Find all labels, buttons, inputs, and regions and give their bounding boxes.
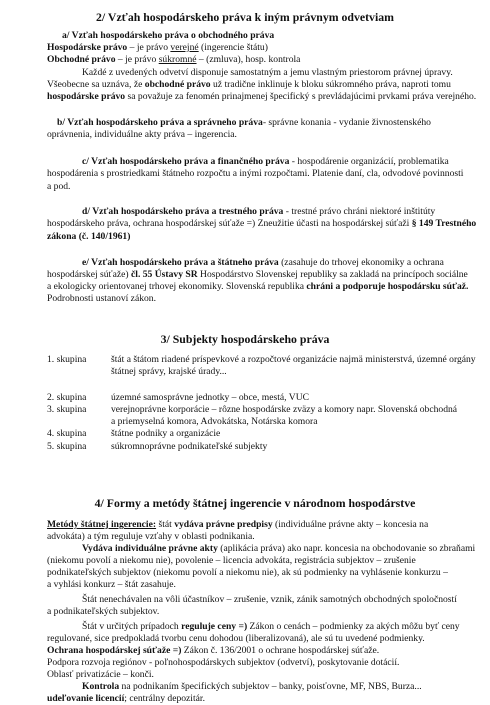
section-3-title: 3/ Subjekty hospodárskeho práva [160, 332, 330, 346]
paragraph-line: podnikateľských subjektov (niekomu povolí a niekomu nie), ak sú podmienky na vyhlásenie konkurzu – [47, 567, 448, 578]
paragraph-line: zákona (č. 140/1961) [47, 231, 131, 242]
section-2-title: 2/ Vzťah hospodárskeho práva k iným právnym odvetviam [96, 10, 394, 24]
subsection-d: d/ Vzťah hospodárskeho práva a trestného práva - trestné právo chráni niektoré inštitúty [82, 206, 436, 217]
paragraph-line: Podpora rozvoja regiónov - poľnohospodárskych subjektov (odvetví), poskytovanie dotácií. [47, 657, 400, 668]
table-row [47, 428, 476, 440]
subsection-e: e/ Vzťah hospodárskeho práva a štátneho práva (zasahuje do trhovej ekonomiky a ochrana [82, 257, 444, 268]
group-label: 1. skupina [47, 354, 87, 365]
paragraph-line: Ochrana hospodárskej súťaže =) Zákon č. 136/2001 o ochrane hospodárskej súťaže. [47, 645, 380, 656]
table-row [47, 392, 476, 404]
paragraph-line: a podnikateľských subjektov. [47, 606, 160, 617]
paragraph-line: (niekomu povolí a niekomu nie), povolenie – licencia advokáta, registrácia subjektov – zrušenie [47, 555, 416, 566]
paragraph-line: Oblasť privatizácie – konči. [47, 669, 154, 680]
paragraph-line: Každé z uvedených odvetví disponuje samostatným a jemu vlastným priestorom právnej úpravy. [82, 67, 453, 78]
group-label: 4. skupina [47, 428, 87, 440]
table-row [47, 404, 476, 429]
paragraph-line: hospodárskej súťaže) čl. 55 Ústavy SR Hospodárstvo Slovenskej republiky sa zakladá na princípoch sociálne [47, 269, 468, 280]
group-desc: územné samosprávne jednotky – obce, mestá, VUC [111, 391, 310, 403]
paragraph-line: Obchodné právo – je právo súkromné – (zmluva), hosp. kontrola [47, 54, 301, 65]
section-4-title: 4/ Formy a metódy štátnej ingerencie v národnom hospodárstve [94, 496, 416, 510]
paragraph-line: Hospodárske právo – je právo verejné (ingerencie štátu) [47, 42, 268, 53]
paragraph-line: Kontrola na podnikaním špecifických subjektov – banky, poisťovne, MF, NBS, Burza... [82, 681, 422, 692]
paragraph-line: hospodárske právo sa považuje za fenomén prinajmenej špecifický s prevládajúcimi prvkami práva verejného. [47, 91, 477, 102]
group-label: 3. skupina [47, 403, 87, 415]
subsection-b: b/ Vzťah hospodárskeho práva a správneho práva- správne konania - vydanie živnostenského [57, 117, 431, 128]
subsection-c: c/ Vzťah hospodárskeho práva a finančného práva - hospodárenie organizácií, problematika [82, 156, 449, 167]
paragraph-line: a pod. [47, 181, 71, 192]
paragraph-line: Podrobnosti ustanoví zákon. [47, 293, 156, 304]
table-row [47, 441, 476, 453]
group-desc: štátne podniky a organizácie [111, 428, 221, 440]
subjects-table [47, 354, 476, 453]
paragraph-line: hospodárskeho práva, ochrana hospodárskej súťaže =) Zneužitie účasti na hospodárskej súťaži § 149 Trestného [47, 218, 477, 229]
paragraph-line: Všeobecne sa uznáva, že obchodné právo už tradične inklinuje k bloku súkromného práva, naproti tomu [47, 79, 451, 90]
group-label: 5. skupina [47, 440, 87, 452]
paragraph-line: hospodárenia s prostriedkami štátneho rozpočtu a inými rozpočtami. Platenie daní, cla, odvodové povinnosti [47, 168, 464, 179]
group-desc: štát a štátom riadené príspevkové a rozpočtové organizácie najmä ministerstvá, územné orgány štátnej správy, krajské úrady... [111, 354, 476, 378]
paragraph-line: Štát v určitých prípadoch reguluje ceny =) Zákon o cenách – podmienky za akých môžu byť ceny [82, 621, 460, 632]
paragraph-line: oprávnenia, individuálne akty práva – ingerencia. [47, 129, 237, 140]
group-desc: súkromnoprávne podnikateľské subjekty [111, 440, 268, 452]
paragraph-line: Metódy štátnej ingerencie: štát vydáva právne predpisy (individuálne právne akty – koncesia na [47, 519, 429, 530]
paragraph-line: udeľovanie licencií; centrálny depozitár. [47, 693, 205, 704]
paragraph-line: regulované, sice predpokladá tvorbu cenu dohodou (liberalizovaná), ale sú tu uvedené podmienky. [47, 633, 425, 644]
paragraph-line: Vydáva individuálne právne akty (aplikácia práva) ako napr. koncesia na obchodovanie so zbraňami [82, 543, 476, 554]
group-desc: verejnoprávne korporácie – rôzne hospodárske zväzy a komory napr. Slovenská obchodná a priemyselná komora, Advokátska, Notárska komora [111, 403, 458, 428]
group-label: 2. skupina [47, 391, 87, 403]
paragraph-line: advokáta) a tým reguluje vzťahy v oblasti podnikania. [47, 531, 255, 542]
subsection-a-title: a/ Vzťah hospodárskeho práva o obchodného práva [62, 30, 275, 41]
paragraph-line: Štát nenechávalen na vôli účastníkov – zrušenie, vznik, zánik samotných obchodných spoločností [82, 594, 457, 605]
table-row [47, 354, 476, 379]
paragraph-line: a ekologicky orientovanej trhovej ekonomiky. Slovenská republika chráni a podporuje hospodársku súťaž. [47, 281, 469, 292]
paragraph-line: a vyhlási konkurz – štát zasahuje. [47, 579, 176, 590]
